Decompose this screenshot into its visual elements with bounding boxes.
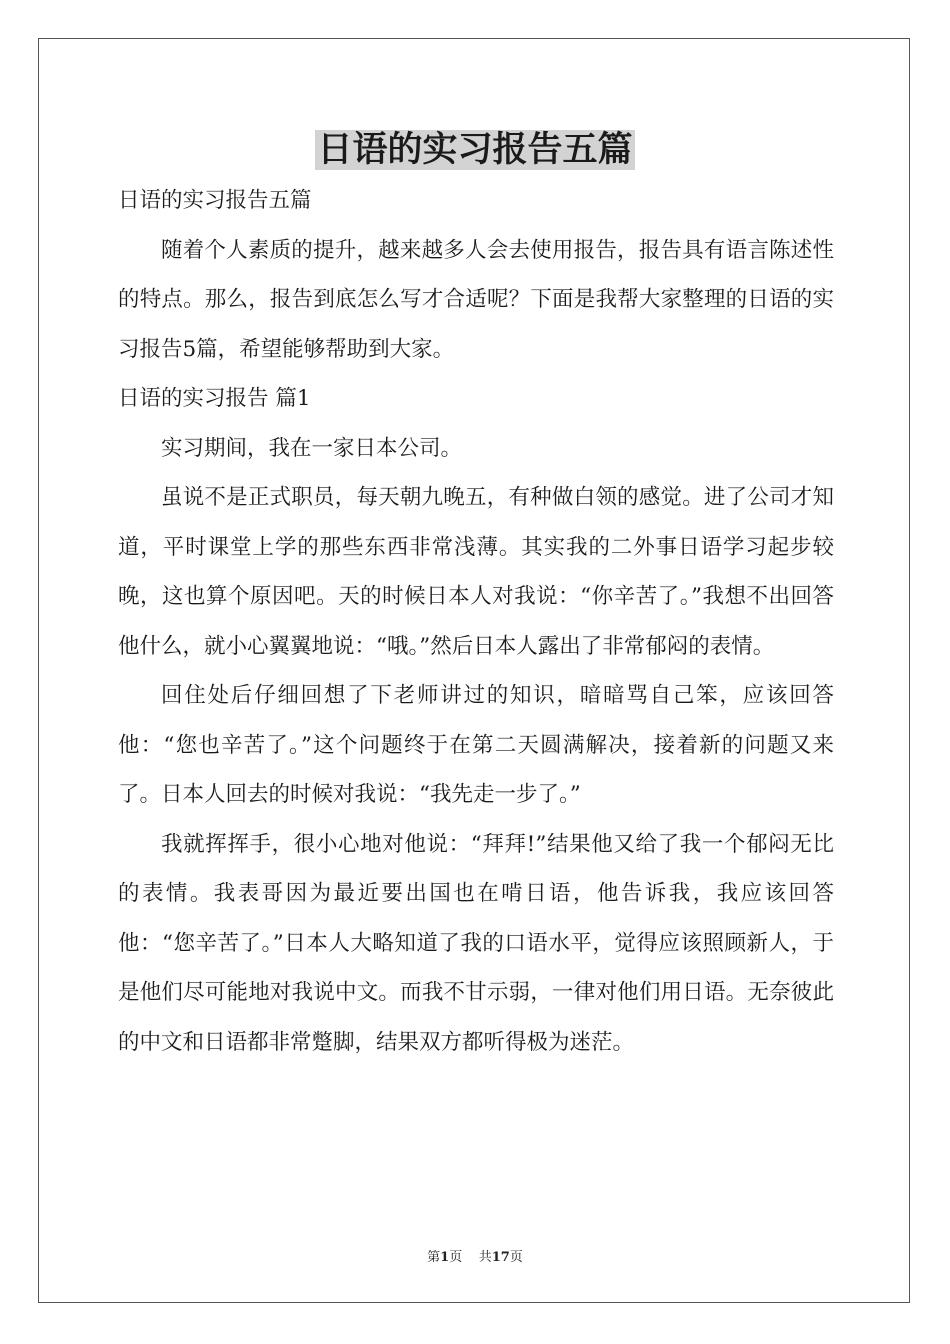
- document-subtitle: 日语的实习报告五篇: [118, 188, 312, 213]
- document-title-text: 日语的实习报告五篇: [317, 130, 633, 170]
- page-suffix: 页: [449, 1250, 463, 1265]
- total-prefix: 共: [478, 1250, 492, 1265]
- page-total: 17: [491, 1250, 510, 1265]
- body-paragraph-4: 我就挥挥手，很小心地对他说：“拜拜!”结果他又给了我一个郁闷无比的表情。我表哥因为最近要出国也在啃日语，他告诉我，我应该回答他：“您辛苦了。”日本人大略知道了我的口语水平，觉得应该照顾新人，于是他们尽可能地对我说中文。而我不甘示弱，一律对他们用日语。无奈彼此的中文和日语都非常蹩脚，结果双方都听得极为迷茫。: [118, 831, 834, 1055]
- total-suffix: 页: [509, 1250, 523, 1265]
- page-current: 1: [440, 1250, 450, 1265]
- page-footer: [0, 1246, 950, 1265]
- body-paragraph-1: 实习期间，我在一家日本公司。: [161, 435, 463, 461]
- document-body: [118, 176, 834, 1067]
- body-paragraph-3: 回住处后仔细回想了下老师讲过的知识，暗暗骂自己笨，应该回答他：“您也辛苦了。”这个问题终于在第二天圆满解决，接着新的问题又来了。日本人回去的时候对我说：“我先走一步了。”: [118, 683, 834, 807]
- page-prefix: 第: [427, 1250, 441, 1265]
- intro-paragraph: 随着个人素质的提升，越来越多人会去使用报告，报告具有语言陈述性的特点。那么，报告到底怎么写才合适呢？下面是我帮大家整理的日语的实习报告5篇，希望能够帮助到大家。: [118, 237, 834, 362]
- body-paragraph-2: 虽说不是正式职员，每天朝九晚五，有种做白领的感觉。进了公司才知道，平时课堂上学的那些东西非常浅薄。其实我的二外事日语学习起步较晚，这也算个原因吧。天的时候日本人对我说：“你辛苦了。”我想不出回答他什么，就小心翼翼地说：“哦。”然后日本人露出了非常郁闷的表情。: [118, 485, 834, 659]
- section-heading: 日语的实习报告 篇1: [118, 386, 311, 411]
- document-title: [0, 124, 950, 176]
